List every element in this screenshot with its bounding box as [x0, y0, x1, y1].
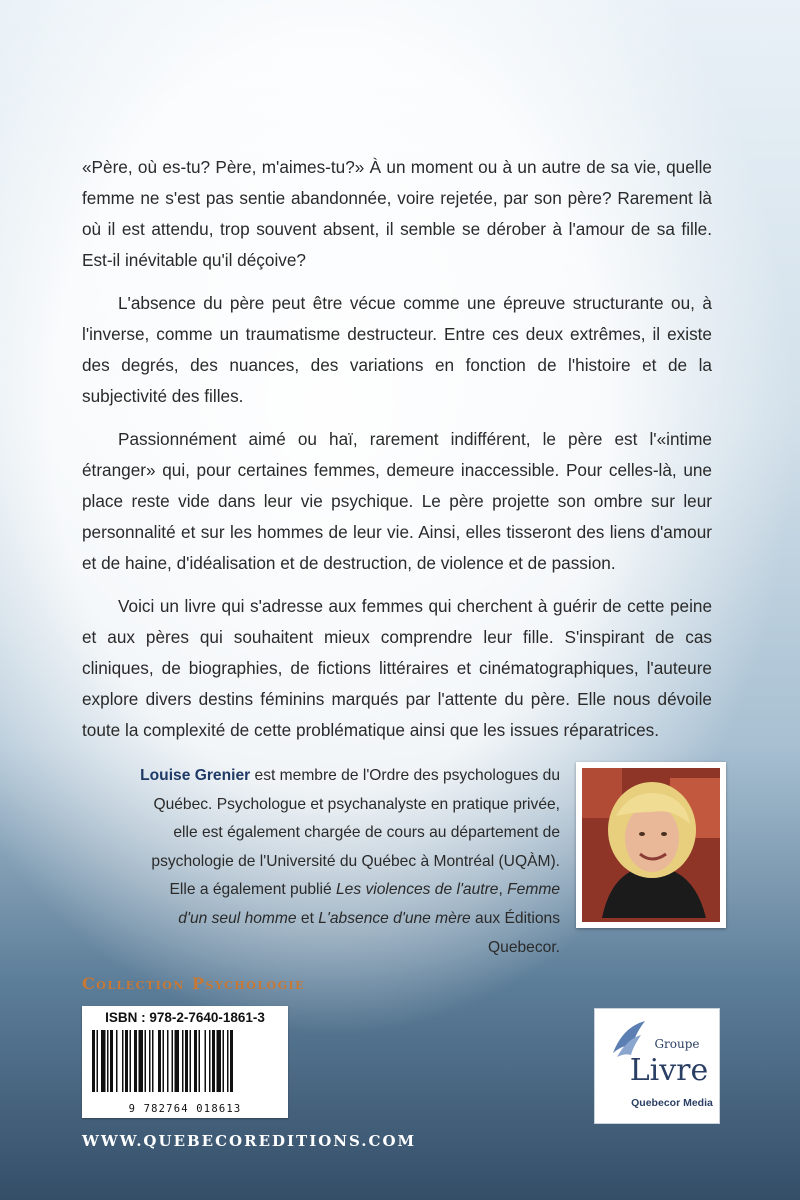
bio-text-2: aux Éditions Quebecor. [470, 909, 560, 956]
barcode-bar [199, 1030, 201, 1092]
barcode-bar [167, 1030, 169, 1092]
barcode-bar [152, 1030, 154, 1092]
barcode-bar [172, 1030, 174, 1092]
barcode-bar [175, 1030, 180, 1092]
barcode-bar [223, 1030, 225, 1092]
isbn-barcode [82, 1006, 288, 1118]
author-bio [140, 762, 560, 962]
author-bio-text [140, 762, 560, 962]
logo-subtitle: Quebecor Media [631, 1097, 713, 1109]
barcode-bar [209, 1030, 211, 1092]
barcode-bar [182, 1030, 184, 1092]
blurb-paragraph-1: «Père, où es-tu? Père, m'aimes-tu?» À un moment ou à un autre de sa vie, quelle femme ne s'est pas sentie abandonnée, voire rejetée, par son père? Rarement là où il est attendu, trop souvent absent, il semble se dérober à l'amour de sa fille. Est-il inévitable qu'il déçoive? [82, 157, 712, 270]
back-cover-blurb [82, 152, 712, 758]
bio-text-1: est membre de l'Ordre des psychologues du Québec. Psychologue et psychanalyste en pratique privée, elle est également chargée de cours au département de psychologie de l'Université du Québec à Montréal (UQÀM). Elle a également publié [151, 767, 560, 899]
bio-sep-2: et [296, 909, 319, 927]
barcode-bar [125, 1030, 128, 1092]
barcode-bar [145, 1030, 147, 1092]
barcode-bar [130, 1030, 132, 1092]
book-title-3: L'absence d'une mère [318, 909, 471, 927]
barcode-bar [217, 1030, 222, 1092]
barcode-bar [149, 1030, 151, 1092]
book-title-2: Femme d'un seul homme [178, 881, 560, 927]
barcode-bar [158, 1030, 161, 1092]
barcode-bar [122, 1030, 124, 1092]
author-name: Louise Grenier [140, 767, 251, 784]
barcode-digits: 9 782764 018613 [128, 1103, 242, 1115]
barcode-bar [101, 1030, 106, 1092]
isbn-text: ISBN : 978-2-7640-1861-3 [105, 1010, 265, 1025]
barcode-bar [134, 1030, 137, 1092]
blurb-paragraph-3: Passionnément aimé ou haï, rarement indifférent, le père est l'«intime étranger» qui, pour certaines femmes, demeure inaccessible. Pour celles-là, une place reste vide dans leur vie psychique. Le père projette son ombre sur leur personnalité et sur les hommes de leur vie. Ainsi, elles tisseront des liens d'amour et de haine, d'idéalisation et de destruction, de violence et de passion. [82, 429, 712, 573]
logo-livre-text: Livre [629, 1053, 709, 1088]
barcode-bar [110, 1030, 113, 1092]
barcode-bar [227, 1030, 229, 1092]
bio-sep-1: , [498, 881, 508, 899]
barcode-bars [90, 1030, 280, 1094]
portrait-illustration [582, 768, 720, 922]
barcode-bar [92, 1030, 95, 1092]
collection-label: Collection Psychologie [82, 974, 306, 993]
blurb-paragraph-2: L'absence du père peut être vécue comme une épreuve structurante ou, à l'inverse, comme un traumatisme destructeur. Entre ces deux extrêmes, il existe des degrés, des nuances, des variations en fonction de l'histoire et de la subjectivité des filles. [82, 293, 712, 406]
barcode-bar [230, 1030, 233, 1092]
barcode-bar [185, 1030, 188, 1092]
barcode-bar [139, 1030, 144, 1092]
logo-groupe-text: Groupe [654, 1037, 700, 1051]
blurb-paragraph-4: Voici un livre qui s'adresse aux femmes qui cherchent à guérir de cette peine et aux pères qui souhaitent mieux comprendre leur fille. S'inspirant de cas cliniques, de biographies, de fictions littéraires et cinématographiques, l'auteure explore divers destins féminins marqués par l'attente du père. Elle nous dévoile toute la complexité de cette problématique ainsi que les issues réparatrices. [82, 596, 712, 740]
author-photo [576, 762, 726, 928]
barcode-bar [97, 1030, 99, 1092]
barcode-bar [107, 1030, 109, 1092]
author-portrait-image [582, 768, 720, 922]
barcode-bar [212, 1030, 215, 1092]
book-title-1: Les violences de l'autre [335, 881, 499, 899]
barcode-bar [190, 1030, 192, 1092]
barcode-bar [194, 1030, 197, 1092]
barcode-bar [163, 1030, 165, 1092]
groupe-livre-logo [594, 1008, 720, 1124]
publisher-website[interactable]: WWW.QUEBECOREDITIONS.COM [82, 1132, 417, 1150]
barcode-bar [116, 1030, 118, 1092]
barcode-bar [205, 1030, 207, 1092]
